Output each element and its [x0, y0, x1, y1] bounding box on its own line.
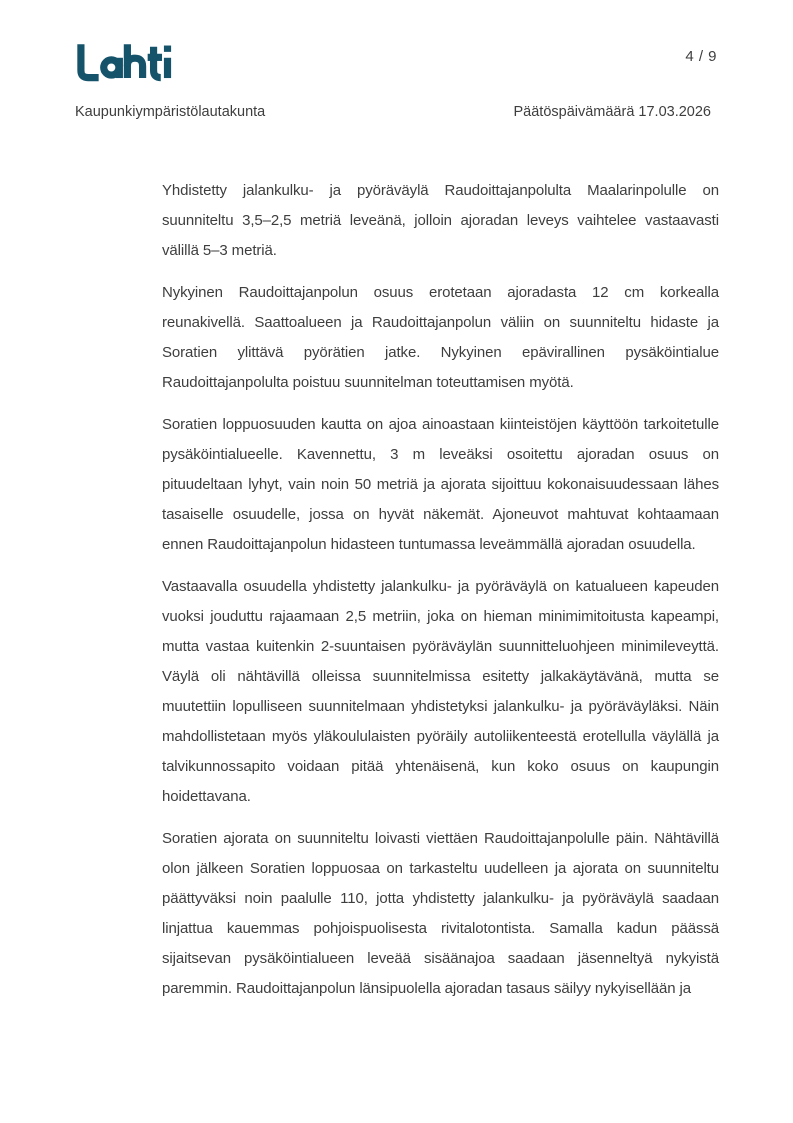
document-meta-row — [75, 104, 711, 120]
lahti-logo-icon — [75, 42, 173, 82]
paragraph-2: Nykyinen Raudoittajanpolun osuus erotetaan ajoradasta 12 cm korkealla reunakivellä. Saattoalueen ja Raudoittajanpolun väliin on suunniteltu hidaste ja Soratien ylittävä pyörätien jatke. Nykyinen epävirallinen pysäköintialue Raudoittajanpolulta poistuu suunnitelman toteuttamisen myötä. — [162, 284, 719, 391]
decision-date: Päätöspäivämäärä 17.03.2026 — [513, 104, 711, 120]
paragraph-1: Yhdistetty jalankulku- ja pyöräväylä Raudoittajanpolulta Maalarinpolulle on suunniteltu 3,5–2,5 metriä leveänä, jolloin ajoradan leveys vaihtelee vastaavasti välillä 5–3 metriä. — [162, 182, 719, 259]
document-content — [162, 176, 719, 1016]
lahti-logo — [75, 42, 173, 82]
page-number: 4 / 9 — [685, 48, 717, 65]
paragraph-5: Soratien ajorata on suunniteltu loivasti viettäen Raudoittajanpolulle päin. Nähtävillä olon jälkeen Soratien loppuosaa on tarkasteltu uudelleen ja ajorata on suunniteltu päättyväksi noin paalulle 110, jotta yhdistetty jalankulku- ja pyöräväylä saadaan linjattua kauemmas pohjoispuolisesta rivitalotontista. Samalla kadun päässä sijaitsevan pysäköintialueen leveää sisäänajoa saadaan jäsenneltyä nykyistä paremmin. Raudoittajanpolun länsipuolella ajoradan tasaus säilyy nykyisellään ja — [162, 830, 719, 997]
paragraph-4: Vastaavalla osuudella yhdistetty jalankulku- ja pyöräväylä on katualueen kapeuden vuoksi jouduttu rajaamaan 2,5 metriin, joka on hieman minimimitoitusta kapeampi, mutta vastaa kuitenkin 2-suuntaisen pyöräväylän suunnitteluohjeen minimileveyttä. Väylä oli nähtävillä olleissa suunnitelmissa esitetty jalkakäytävänä, mutta se muutettiin lopulliseen suunnitelmaan yhdistetyksi jalankulku- ja pyöräväyläksi. Näin mahdollistetaan myös yläkoululaisten pyöräily autoliikenteestä erotellulla väylällä ja talvikunnossapito voidaan pitää yhtenäisenä, kun koko osuus on kaupungin hoidettavana. — [162, 578, 719, 805]
committee-name: Kaupunkiympäristölautakunta — [75, 104, 266, 120]
paragraph-3: Soratien loppuosuuden kautta on ajoa ainoastaan kiinteistöjen käyttöön tarkoitetulle pysäköintialueelle. Kavennettu, 3 m leveäksi osoitettu ajoradan osuus on pituudeltaan lyhyt, vain noin 50 metriä ja ajorata sijoittuu kokonaisuudessaan lähes tasaiselle osuudelle, jossa on hyvät näkemät. Ajoneuvot mahtuvat kohtaamaan ennen Raudoittajanpolun hidasteen tuntumassa leveämmällä ajoradan osuudella. — [162, 416, 719, 553]
